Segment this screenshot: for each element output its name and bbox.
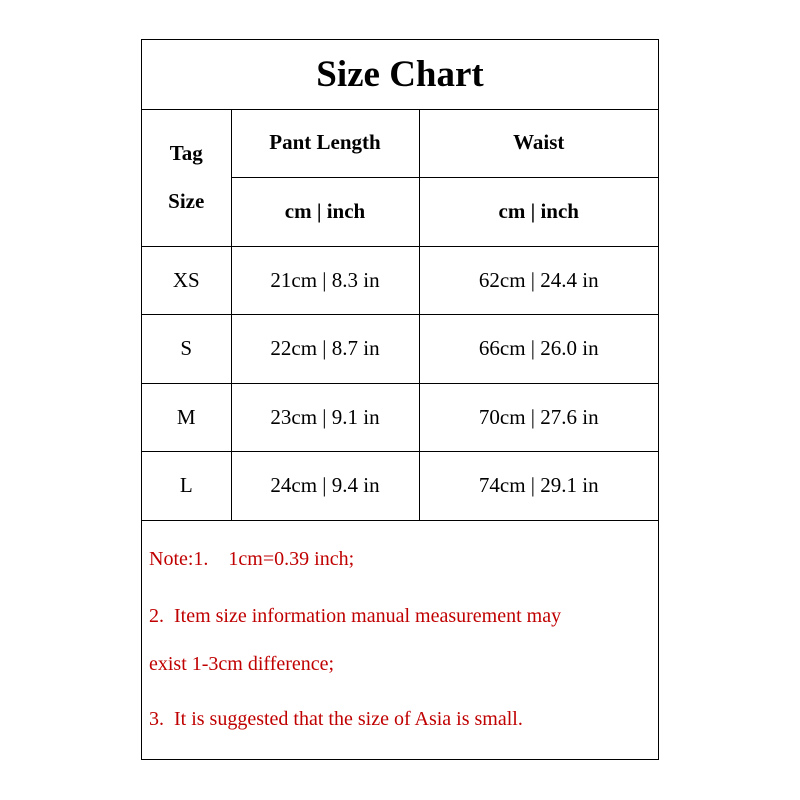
note-3: 3. It is suggested that the size of Asia is small. <box>149 708 523 730</box>
waist-units: cm | inch <box>419 177 658 246</box>
table-row <box>142 451 658 520</box>
note-1: Note:1. 1cm=0.39 inch; <box>149 548 355 570</box>
waist-cell: 62cm | 24.4 in <box>419 246 658 314</box>
table-row <box>142 314 658 383</box>
waist-header: Waist <box>419 109 658 177</box>
waist-cell: 70cm | 27.6 in <box>419 383 658 451</box>
size-chart <box>141 39 659 760</box>
chart-title: Size Chart <box>142 40 658 110</box>
tag-size-header <box>142 109 231 246</box>
waist-cell: 74cm | 29.1 in <box>419 451 658 520</box>
notes-section <box>142 522 658 759</box>
size-cell: M <box>142 383 231 451</box>
pant-length-units: cm | inch <box>231 177 419 246</box>
size-cell: L <box>142 451 231 520</box>
pant-length-cell: 21cm | 8.3 in <box>231 246 419 314</box>
size-cell: XS <box>142 246 231 314</box>
size-cell: S <box>142 314 231 383</box>
pant-length-cell: 22cm | 8.7 in <box>231 314 419 383</box>
pant-length-cell: 24cm | 9.4 in <box>231 451 419 520</box>
tag-header-line1: Tag <box>169 141 203 166</box>
note-2-line-1: 2. Item size information manual measurement may <box>149 605 562 627</box>
size-table <box>142 109 658 521</box>
waist-cell: 66cm | 26.0 in <box>419 314 658 383</box>
pant-length-cell: 23cm | 9.1 in <box>231 383 419 451</box>
table-row <box>142 383 658 451</box>
tag-header-line2: Size <box>168 189 205 214</box>
note-2-line-2: exist 1-3cm difference; <box>149 653 335 675</box>
table-row <box>142 246 658 314</box>
pant-length-header: Pant Length <box>231 109 419 177</box>
